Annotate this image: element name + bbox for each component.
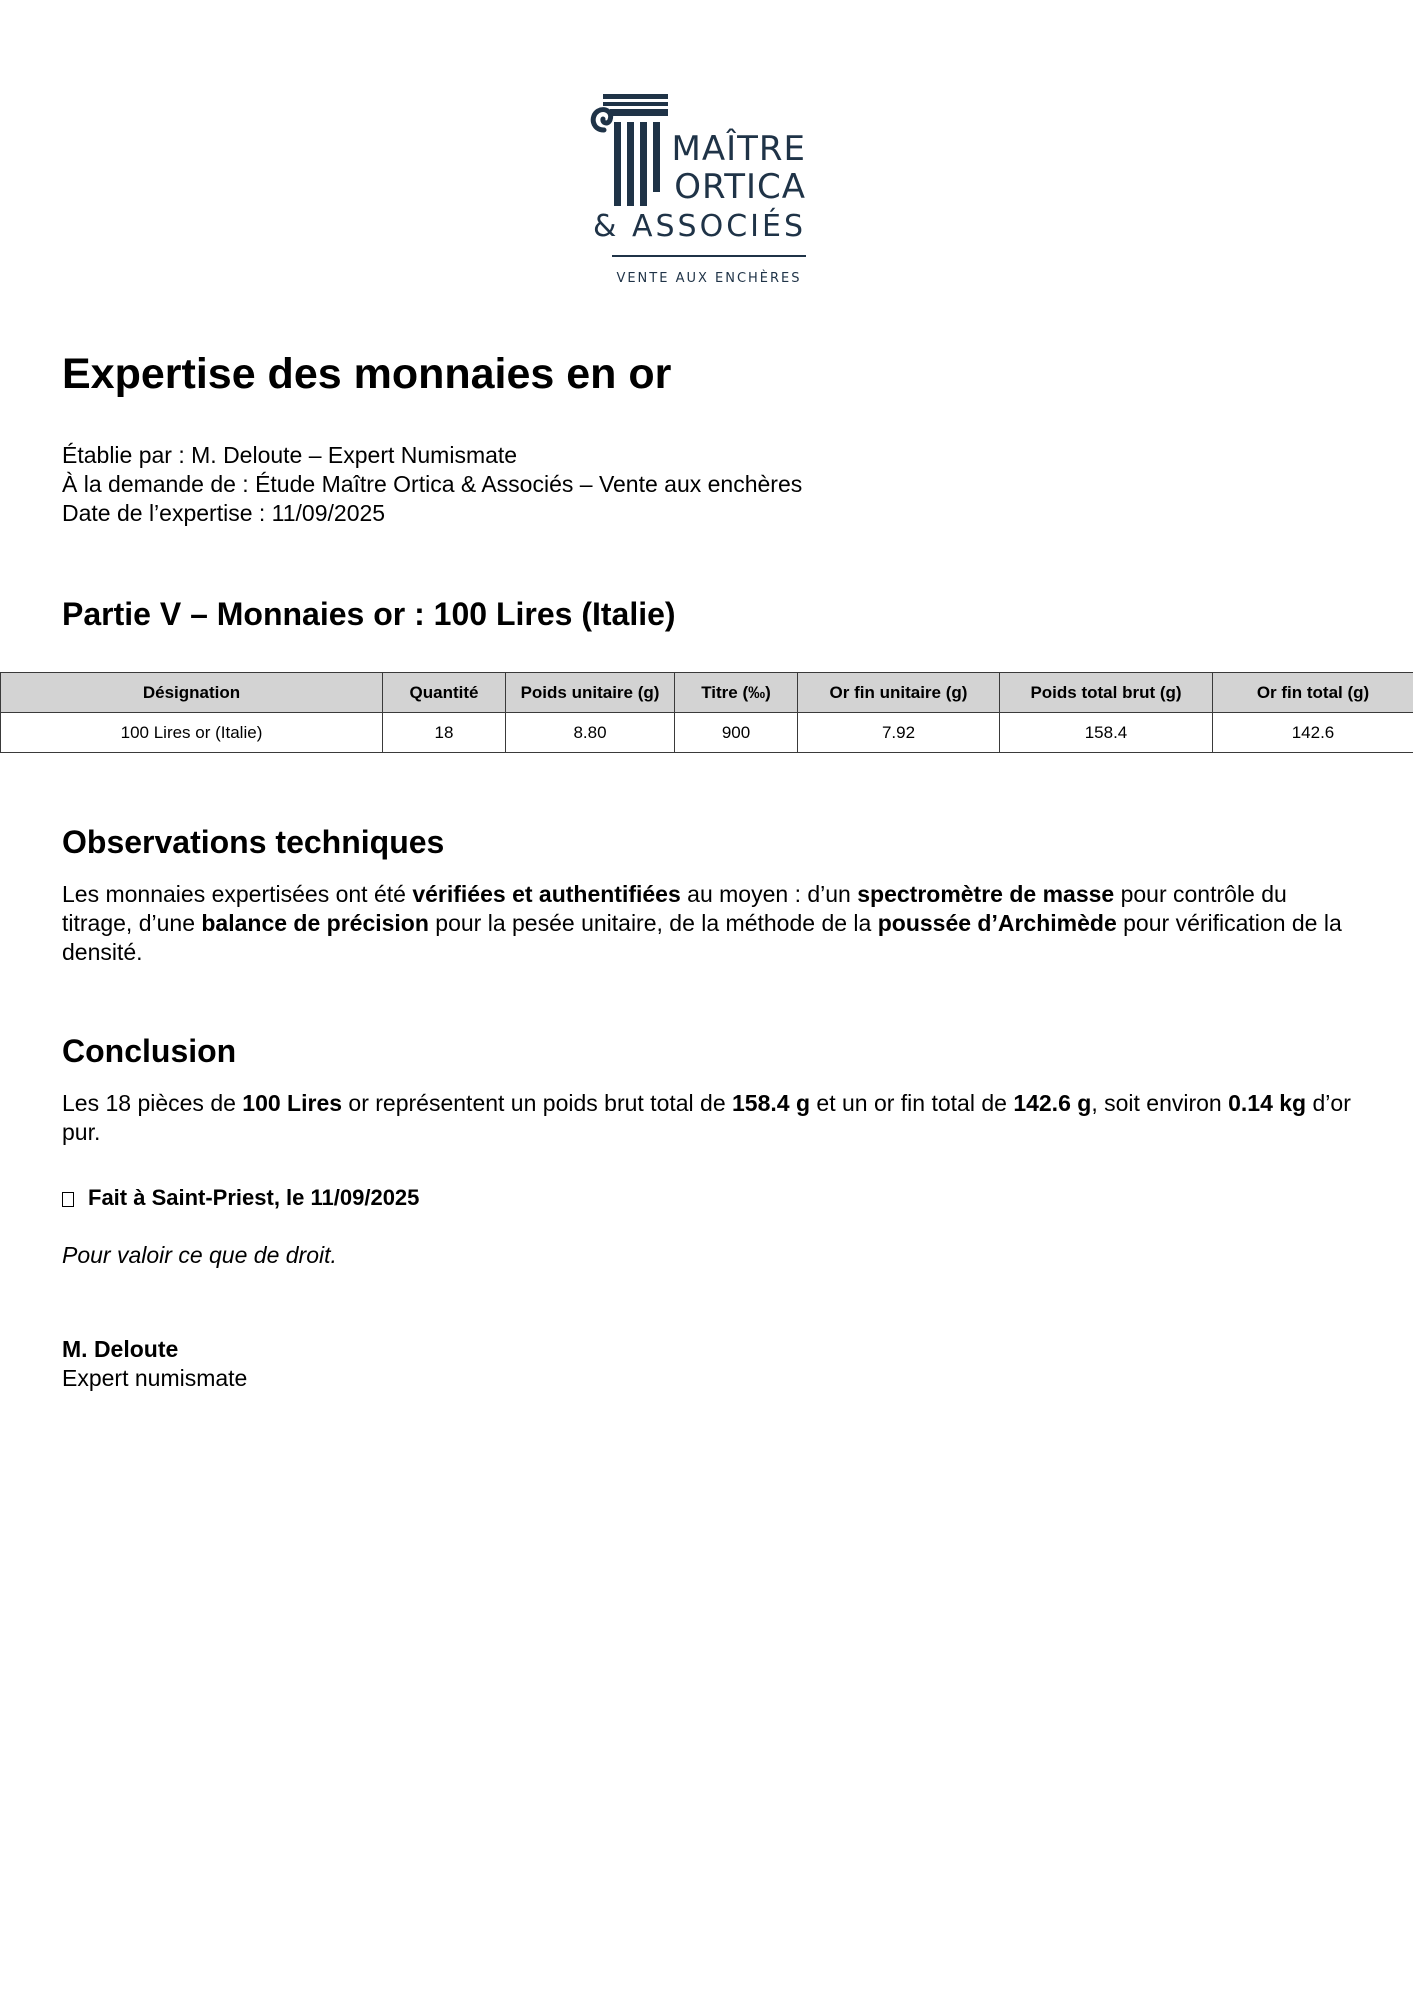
- obs-text-1: Les monnaies expertisées ont été: [62, 881, 413, 907]
- document-meta: [62, 441, 802, 528]
- obs-text-4: pour la pesée unitaire, de la méthode de la: [428, 910, 878, 936]
- concl-bold-4: 0.14 kg: [1228, 1090, 1307, 1116]
- coins-table: [0, 672, 1413, 753]
- signature-role: Expert numismate: [62, 1365, 248, 1391]
- concl-text-3: et un or fin total de: [810, 1090, 1014, 1116]
- col-header-or-fin-unitaire: Or fin unitaire (g): [798, 673, 1000, 713]
- company-logo: [590, 90, 830, 290]
- col-header-or-fin-total: Or fin total (g): [1213, 673, 1413, 713]
- table-row: [1, 713, 1413, 753]
- col-header-poids-total-brut: Poids total brut (g): [1000, 673, 1213, 713]
- concl-text-1: Les 18 pièces de: [62, 1090, 243, 1116]
- observations-text: [62, 880, 1362, 967]
- concl-bold-1: 100 Lires: [242, 1090, 343, 1116]
- concl-bold-3: 142.6 g: [1013, 1090, 1092, 1116]
- meta-etablie: Établie par : M. Deloute – Expert Numismate: [62, 442, 518, 468]
- col-header-quantite: Quantité: [383, 673, 506, 713]
- logo-line-1: MAÎTRE: [671, 129, 806, 169]
- pin-icon: [62, 1192, 74, 1207]
- concl-bold-2: 158.4 g: [732, 1090, 811, 1116]
- cell-designation: 100 Lires or (Italie): [1, 713, 383, 753]
- column-icon: [593, 94, 668, 206]
- col-header-titre: Titre (‰): [675, 673, 798, 713]
- place-date-line: [62, 1184, 419, 1212]
- signature-name: M. Deloute: [62, 1336, 179, 1362]
- cell-poids-total-brut: 158.4: [1000, 713, 1213, 753]
- logo-tagline: VENTE AUX ENCHÈRES: [616, 271, 802, 286]
- column-logo-svg: [590, 90, 830, 290]
- logo-line-3: & ASSOCIÉS: [593, 209, 806, 244]
- conclusion-text: [62, 1089, 1362, 1147]
- logo-line-2: ORTICA: [674, 167, 806, 207]
- obs-bold-1: vérifiées et authentifiées: [412, 881, 681, 907]
- table-header-row: [1, 673, 1413, 713]
- concl-text-5: d’or pur.: [62, 1090, 1351, 1145]
- place-date-text: Fait à Saint-Priest, le 11/09/2025: [88, 1185, 420, 1210]
- cell-poids-unitaire: 8.80: [506, 713, 675, 753]
- obs-text-2: au moyen : d’un: [680, 881, 858, 907]
- section-title: Partie V – Monnaies or : 100 Lires (Italie): [62, 596, 676, 632]
- observations-title: Observations techniques: [62, 824, 445, 860]
- col-header-designation: Désignation: [1, 673, 383, 713]
- logo-divider: [612, 255, 806, 257]
- obs-bold-4: poussée d’Archimède: [877, 910, 1117, 936]
- cell-or-fin-unitaire: 7.92: [798, 713, 1000, 753]
- obs-bold-2: spectromètre de masse: [857, 881, 1115, 907]
- col-header-poids-unitaire: Poids unitaire (g): [506, 673, 675, 713]
- conclusion-title: Conclusion: [62, 1033, 237, 1069]
- cell-or-fin-total: 142.6: [1213, 713, 1413, 753]
- concl-text-2: or représentent un poids brut total de: [342, 1090, 733, 1116]
- meta-date: Date de l’expertise : 11/09/2025: [62, 500, 386, 526]
- concl-text-4: , soit environ: [1091, 1090, 1229, 1116]
- page-title: Expertise des monnaies en or: [62, 350, 672, 398]
- obs-text-3: pour contrôle du titrage, d’une: [62, 881, 1287, 936]
- obs-bold-3: balance de précision: [201, 910, 429, 936]
- meta-demande: À la demande de : Étude Maître Ortica & Associés – Vente aux enchères: [62, 471, 803, 497]
- closing-formula: Pour valoir ce que de droit.: [62, 1242, 337, 1268]
- cell-quantite: 18: [383, 713, 506, 753]
- cell-titre: 900: [675, 713, 798, 753]
- obs-text-5: pour vérification de la densité.: [62, 910, 1342, 965]
